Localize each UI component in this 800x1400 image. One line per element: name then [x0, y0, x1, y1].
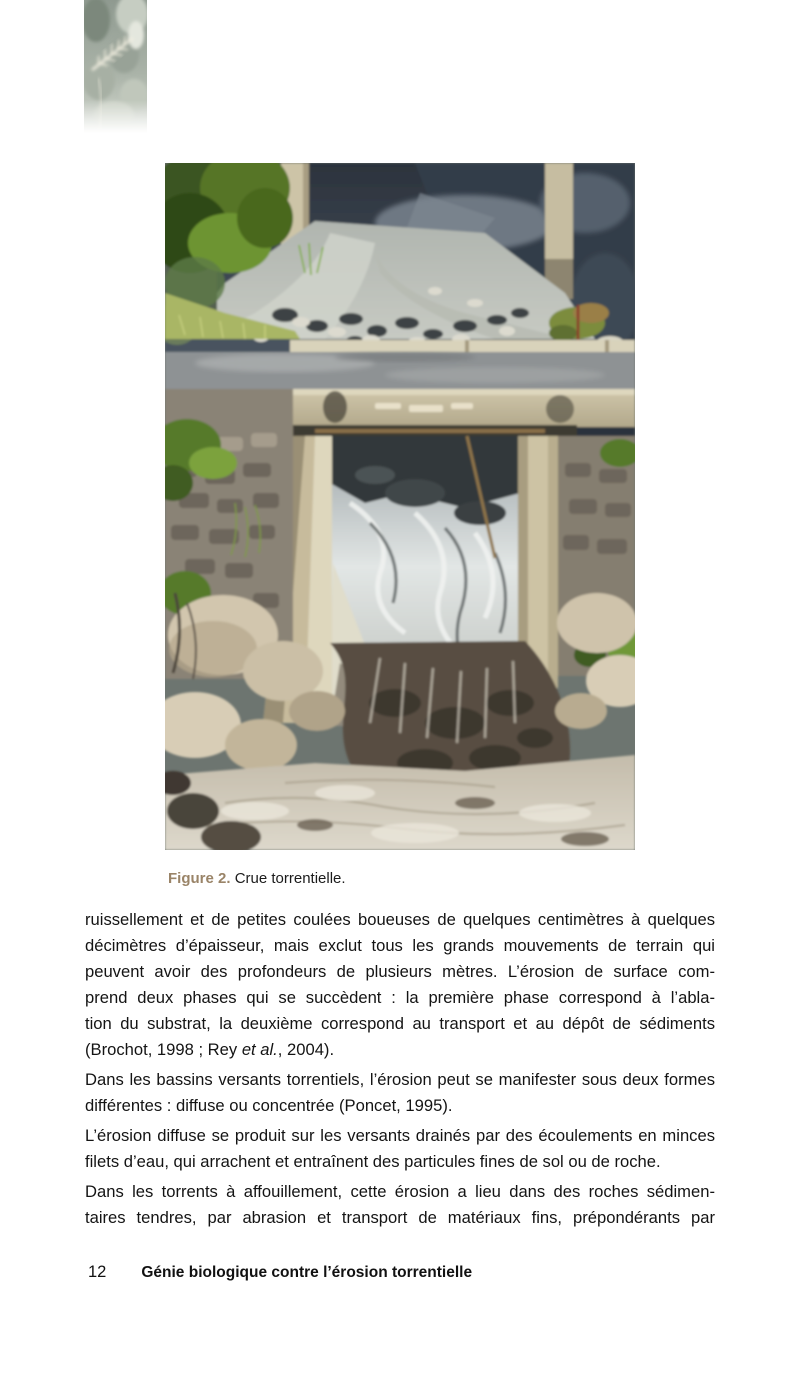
figure-caption-text: Crue torrentielle.: [234, 870, 346, 887]
page-number: 12: [88, 1263, 107, 1281]
corner-decoration-image: [84, 0, 147, 133]
body-text: [85, 907, 715, 1235]
page-footer: [88, 1263, 472, 1282]
plant-strip-art: [84, 0, 147, 133]
foreground-mudflow: [165, 755, 635, 850]
paragraph: Dans les bassins versants torrentiels, l’érosion peut se manifester sous deux formes différentes : diffuse ou concentrée (Poncet, 1995).: [85, 1070, 715, 1115]
running-title: Génie biologique contre l’érosion torrentielle: [141, 1264, 473, 1281]
figure-label: Figure 2.: [168, 870, 231, 887]
torrent-bridge-photo: [165, 163, 635, 850]
paragraph: L’érosion diffuse se produit sur les versants drainés par des écoulements en minces filets d’eau, qui arrachent et entraînent des particules fines de sol ou de roche.: [85, 1126, 715, 1171]
paragraph: Dans les torrents à affouillement, cette érosion a lieu dans des roches sédimen- taires tendres, par abrasion et transport de matériaux fins, prépondérants par: [85, 1182, 715, 1227]
figure-photo: [165, 163, 635, 850]
figure-caption: [168, 869, 346, 889]
paragraph: ruissellement et de petites coulées boueuses de quelques centimètres à quelques décimètres d’épaisseur, mais exclut tous les grands mouvements de terrain qui peuvent avoir des profondeurs de plusieurs mètres. L’érosion de surface com- prend deux phases qui se succèdent : la première phase correspond à l’abla- tion du substrat, la deuxième correspond au transport et au dépôt de sédiments (Brochot, 1998 ; Rey et al., 2004).: [85, 910, 715, 1059]
